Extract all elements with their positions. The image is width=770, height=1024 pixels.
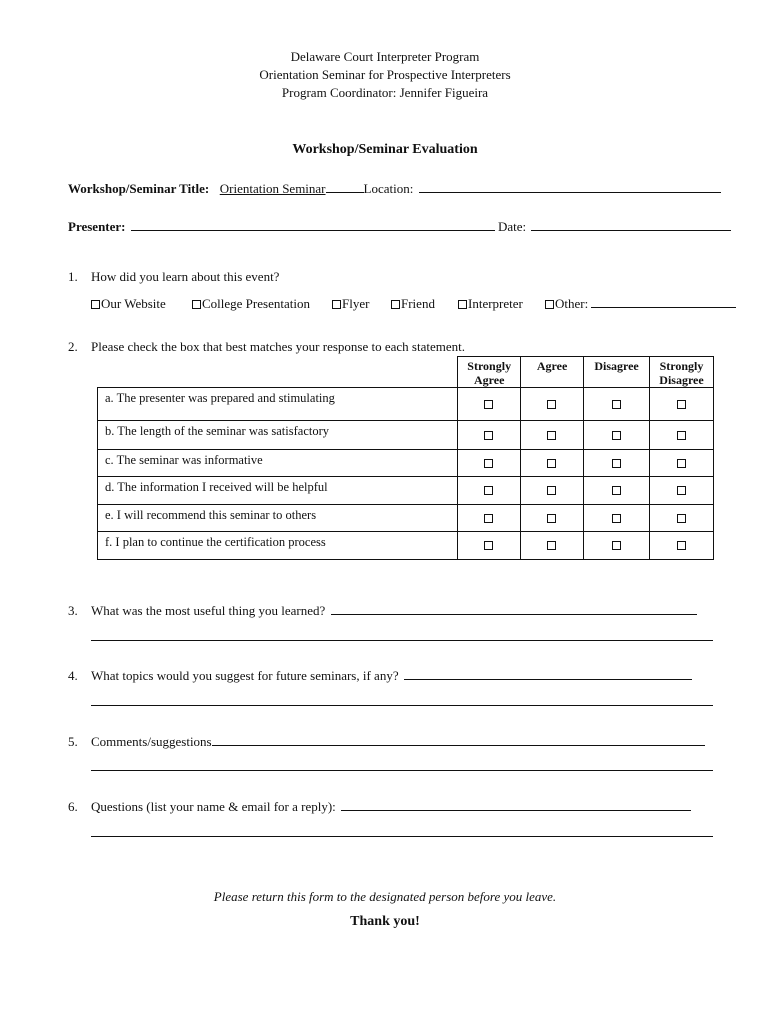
other-field[interactable] [591, 296, 736, 308]
seminar-name: Orientation Seminar for Prospective Interpreters [259, 67, 511, 82]
q4-text: What topics would you suggest for future seminars, if any? [91, 668, 399, 683]
form-title: Workshop/Seminar Evaluation [292, 142, 478, 157]
checkbox-icon[interactable] [677, 431, 686, 440]
table-row [98, 421, 714, 450]
checkbox-icon[interactable] [612, 400, 621, 409]
table-row [98, 505, 714, 532]
checkbox-icon[interactable] [484, 486, 493, 495]
program-name: Delaware Court Interpreter Program [290, 49, 480, 64]
q1-option-college[interactable] [192, 296, 310, 312]
checkbox-icon[interactable] [612, 514, 621, 523]
title-field-blank[interactable] [326, 181, 364, 193]
checkbox-icon[interactable] [547, 431, 556, 440]
q4-row [91, 668, 692, 684]
checkbox-icon[interactable] [612, 541, 621, 550]
checkbox-icon[interactable] [547, 486, 556, 495]
location-field[interactable] [419, 181, 721, 193]
q5-row [91, 734, 705, 750]
checkbox-icon[interactable] [677, 514, 686, 523]
option-label: Flyer [342, 296, 370, 311]
checkbox-icon[interactable] [91, 300, 100, 309]
q4-number: 4. [68, 668, 78, 683]
statement-d: d. The information I received will be helpful [98, 477, 458, 505]
checkbox-icon[interactable] [612, 459, 621, 468]
checkbox-icon[interactable] [484, 400, 493, 409]
checkbox-icon[interactable] [612, 486, 621, 495]
statement-a: a. The presenter was prepared and stimulating [98, 388, 458, 421]
rating-table [97, 356, 714, 560]
program-coordinator: Program Coordinator: Jennifer Figueira [281, 85, 489, 100]
title-field[interactable]: Orientation Seminar [219, 181, 326, 196]
option-label: College Presentation [202, 296, 310, 311]
q2-number: 2. [68, 339, 78, 354]
q3-number: 3. [68, 603, 78, 618]
option-label: Our Website [101, 296, 166, 311]
checkbox-icon[interactable] [484, 514, 493, 523]
q5-number: 5. [68, 734, 78, 749]
q3-text: What was the most useful thing you learned? [91, 603, 326, 618]
option-label: Other: [555, 296, 589, 311]
q1-option-other[interactable] [545, 296, 736, 312]
q6-answer-line-2[interactable] [91, 836, 713, 837]
checkbox-icon[interactable] [547, 541, 556, 550]
col-strongly-disagree: Strongly Disagree [650, 357, 714, 388]
q4-answer-line-1[interactable] [404, 668, 692, 680]
checkbox-icon[interactable] [484, 459, 493, 468]
checkbox-icon[interactable] [677, 486, 686, 495]
q1-option-interpreter[interactable] [458, 296, 523, 312]
checkbox-icon[interactable] [547, 514, 556, 523]
checkbox-icon[interactable] [192, 300, 201, 309]
q1-option-friend[interactable] [391, 296, 435, 312]
statement-c: c. The seminar was informative [98, 450, 458, 477]
q4-answer-line-2[interactable] [91, 705, 713, 706]
table-row [98, 450, 714, 477]
table-row [98, 532, 714, 560]
q3-answer-line-2[interactable] [91, 640, 713, 641]
q5-answer-line-1[interactable] [212, 734, 705, 746]
checkbox-icon[interactable] [677, 400, 686, 409]
presenter-date-row [68, 219, 731, 235]
checkbox-icon[interactable] [458, 300, 467, 309]
checkbox-icon[interactable] [612, 431, 621, 440]
q5-answer-line-2[interactable] [91, 770, 713, 771]
presenter-field[interactable] [131, 219, 495, 231]
thank-you: Thank you! [350, 914, 420, 929]
statement-f: f. I plan to continue the certification process [98, 532, 458, 560]
q6-number: 6. [68, 799, 78, 814]
q6-text: Questions (list your name & email for a reply): [91, 799, 336, 814]
title-location-row [68, 181, 721, 197]
table-row [98, 477, 714, 505]
checkbox-icon[interactable] [391, 300, 400, 309]
checkbox-icon[interactable] [545, 300, 554, 309]
option-label: Interpreter [468, 296, 523, 311]
q1-option-flyer[interactable] [332, 296, 369, 312]
option-label: Friend [401, 296, 435, 311]
checkbox-icon[interactable] [677, 541, 686, 550]
statement-e: e. I will recommend this seminar to others [98, 505, 458, 532]
checkbox-icon[interactable] [332, 300, 341, 309]
q1-number: 1. [68, 269, 78, 284]
q1-text: How did you learn about this event? [91, 269, 280, 284]
statement-b: b. The length of the seminar was satisfactory [98, 421, 458, 450]
q5-text: Comments/suggestions [91, 734, 212, 749]
date-label: Date: [498, 219, 527, 234]
q6-answer-line-1[interactable] [341, 799, 691, 811]
checkbox-icon[interactable] [677, 459, 686, 468]
q2-text: Please check the box that best matches your response to each statement. [91, 339, 465, 354]
table-row [98, 388, 714, 421]
checkbox-icon[interactable] [484, 541, 493, 550]
q3-answer-line-1[interactable] [331, 603, 697, 615]
presenter-label: Presenter: [68, 219, 126, 234]
col-disagree: Disagree [584, 357, 650, 388]
date-field[interactable] [531, 219, 731, 231]
q6-row [91, 799, 691, 815]
title-label: Workshop/Seminar Title: [68, 181, 210, 196]
col-agree: Agree [521, 357, 584, 388]
checkbox-icon[interactable] [547, 400, 556, 409]
table-corner [98, 357, 458, 388]
q3-row [91, 603, 697, 619]
col-strongly-agree: Strongly Agree [458, 357, 521, 388]
checkbox-icon[interactable] [484, 431, 493, 440]
return-instruction: Please return this form to the designated person before you leave. [213, 889, 557, 904]
location-label: Location: [363, 181, 414, 196]
checkbox-icon[interactable] [547, 459, 556, 468]
q1-option-website[interactable] [91, 296, 166, 312]
